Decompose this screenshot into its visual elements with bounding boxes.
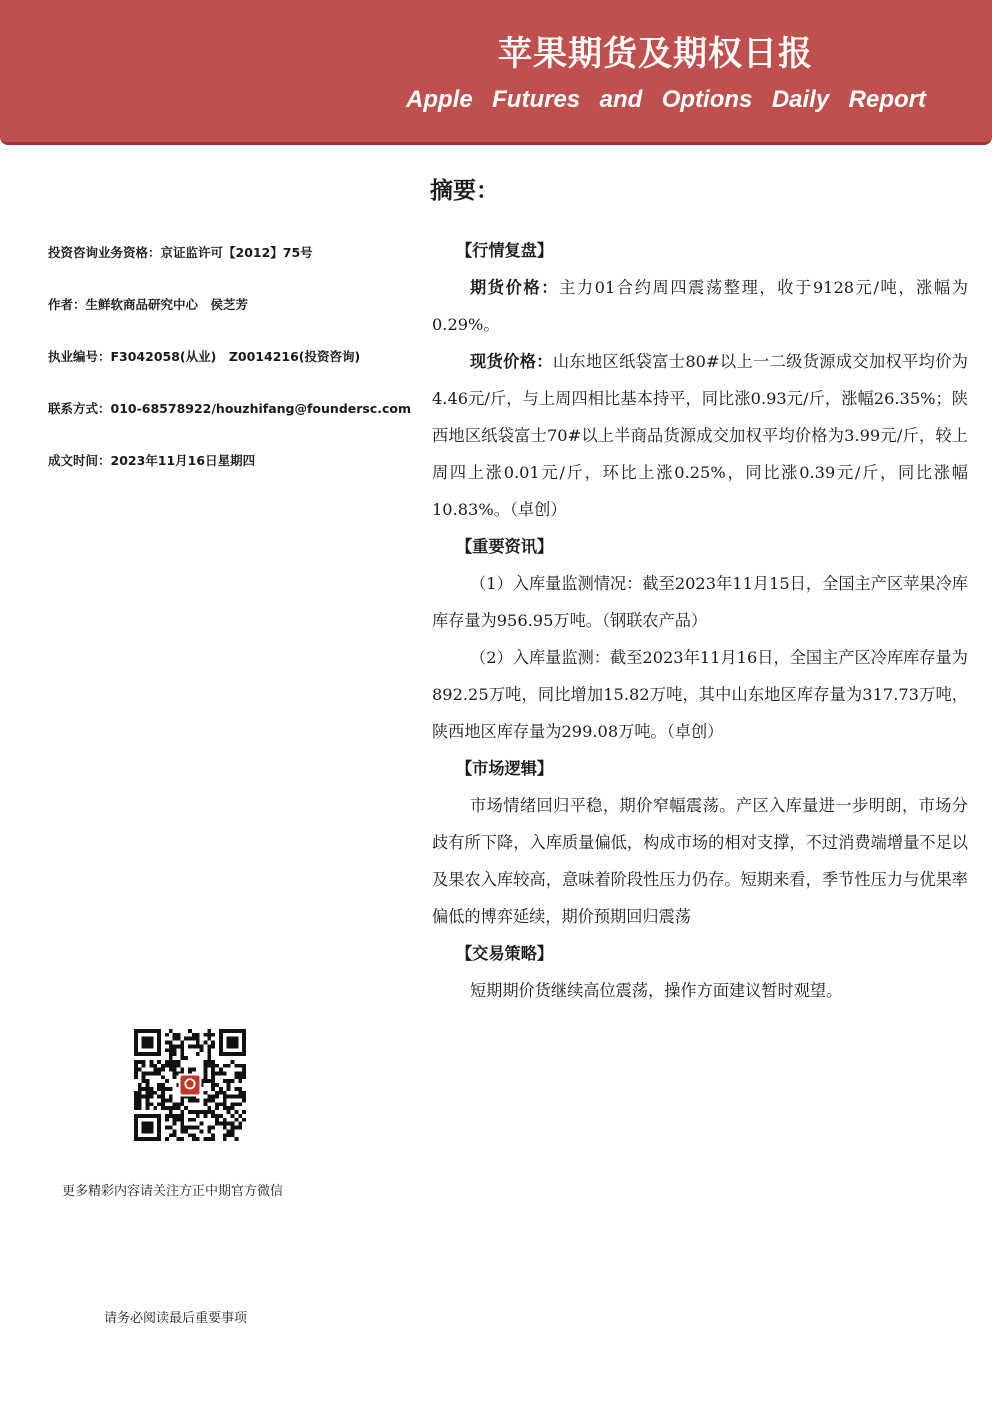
contact-line: 联系方式：010-68578922/houzhifang@foundersc.com [48, 401, 412, 416]
report-header [0, 0, 992, 145]
author-line: 作者：生鲜软商品研究中心 侯芝芳 [48, 297, 249, 312]
futures-price-label: 期货价格： [470, 278, 560, 297]
strategy-paragraph: 短期期价货继续高位震荡，操作方面建议暂时观望。 [470, 981, 843, 1000]
qualification-line: 投资咨询业务资格：京证监许可【2012】75号 [48, 245, 313, 260]
summary-heading: 摘要： [430, 178, 499, 204]
futures-price-text: 主力01合约周四震荡整理，收于9128元/吨，涨幅为0.29%。 [432, 278, 968, 334]
title-en-word: Report [848, 86, 926, 113]
spot-price-text: 山东地区纸袋富士80#以上一二级货源成交加权平均价为4.46元/斤，与上周四相比基本持平，同比涨0.93元/斤，涨幅26.35%；陕西地区纸袋富士70#以上半商品货源成交加权平均价格为3.99元/斤，较上周四上涨0.01元/斤，环比上涨0.25%，同比涨0.39元/斤，同比涨幅10.83%。（卓创） [432, 352, 968, 519]
title-en-word: Daily [771, 86, 830, 113]
news-item-1: （1）入库量监测情况：截至2023年11月15日，全国主产区苹果冷库库存量为956.95万吨。（钢联农产品） [432, 574, 968, 630]
report-title-en [406, 86, 926, 114]
title-en-word: Options [661, 86, 753, 113]
spot-price-paragraph [432, 343, 968, 528]
section-title-market-review: 【行情复盘】 [456, 241, 554, 260]
report-info-panel [48, 243, 418, 503]
license-line: 执业编号：F3042058(从业) Z0014216(投资咨询) [48, 349, 361, 364]
date-line: 成文时间：2023年11月16日星期四 [48, 453, 256, 468]
title-en-word: and [599, 86, 643, 113]
report-title-cn: 苹果期货及期权日报 [498, 34, 813, 74]
section-title-logic: 【市场逻辑】 [456, 759, 554, 778]
spot-price-label: 现货价格： [470, 352, 553, 371]
summary-body [432, 232, 968, 1009]
qr-code-icon [134, 1029, 246, 1141]
qr-caption: 更多精彩内容请关注方正中期官方微信 [62, 1184, 284, 1199]
section-title-news: 【重要资讯】 [456, 537, 554, 556]
news-item-2: （2）入库量监测：截至2023年11月16日，全国主产区冷库库存量为892.25万吨，同比增加15.82万吨，其中山东地区库存量为317.73万吨，陕西地区库存量为299.08万吨。（卓创） [432, 648, 968, 741]
title-en-word: Apple [406, 86, 473, 113]
title-en-word: Futures [492, 86, 581, 113]
futures-price-paragraph [432, 269, 968, 343]
section-title-strategy: 【交易策略】 [456, 944, 554, 963]
footer-note: 请务必阅读最后重要事项 [104, 1311, 248, 1326]
logic-paragraph: 市场情绪回归平稳，期价窄幅震荡。产区入库量进一步明朗，市场分歧有所下降，入库质量偏低，构成市场的相对支撑，不过消费端增量不足以及果农入库较高，意味着阶段性压力仍存。短期来看，季节性压力与优果率偏低的博弈延续，期价预期回归震荡 [432, 796, 968, 926]
